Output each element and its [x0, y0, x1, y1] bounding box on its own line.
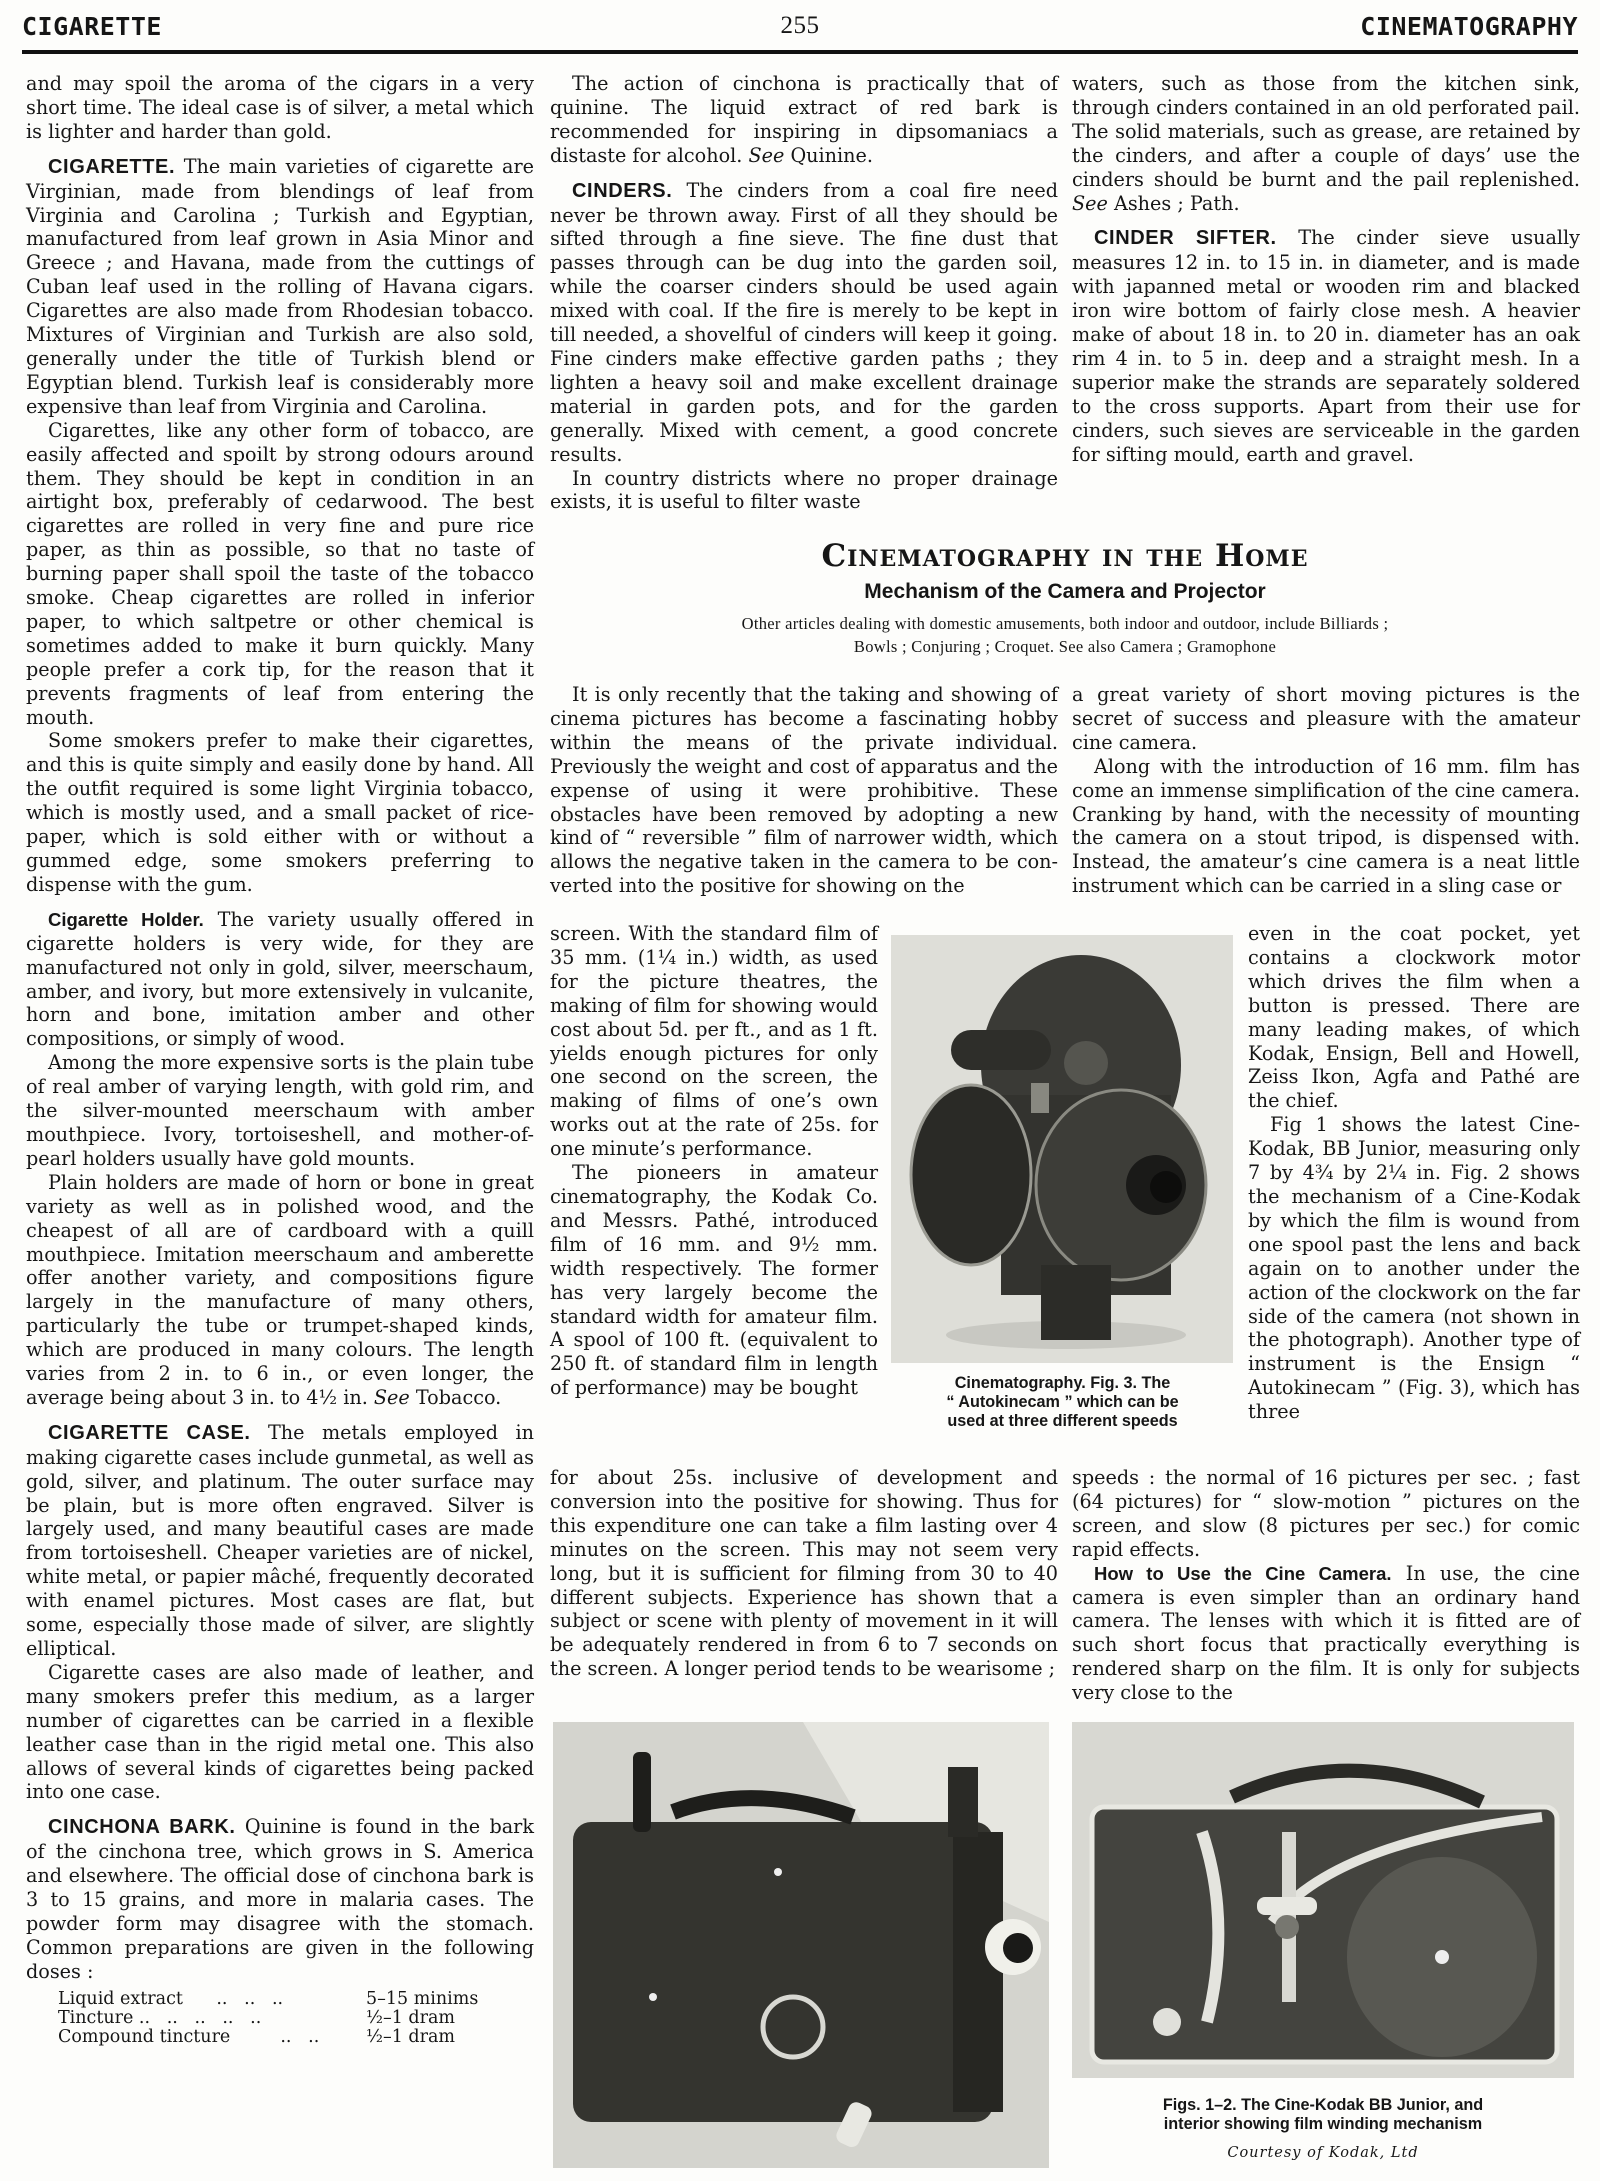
subheading: How to Use the Cine Camera.: [1094, 1562, 1392, 1584]
fig3-caption: Cinematography. Fig. 3. The “ Autokinecam ” which can be used at three different speeds: [946, 1374, 1179, 1430]
headword: CIGARETTE CASE.: [48, 1421, 251, 1444]
cross-reference-see: See: [1072, 191, 1108, 215]
page-number: 255: [780, 12, 820, 39]
headword: CINCHONA BARK.: [48, 1816, 236, 1839]
paragraph: In country districts where no proper drainage exists, it is useful to filter waste: [550, 466, 1058, 514]
cross-reference-link: Quinine.: [784, 143, 873, 167]
fig1-2-caption: Figs. 1–2. The Cine-Kodak BB Junior, and interior showing film winding mechanism: [1162, 2096, 1484, 2133]
paragraph: The pioneers in amateur cinematography, the Kodak Co. and Messrs. Pathé, introduced film of 16 mm. and 9½ mm. width respectively. The former has very largely become the standard width for amateur film. A spool of 100 ft. (equivalent to 250 ft. of standard film in length of performance) may be bought: [550, 1161, 878, 1400]
right-column-top: [1072, 72, 1580, 467]
fig2-interior-mechanism-photo: [1072, 1722, 1574, 2078]
paragraph: Along with the introduction of 16 mm. film has come an immense simplification of the cine camera. Cranking by hand, with the necessity of mounting the camera on a stout tripod, is dispensed with. Instead, the amateur’s cine camera is a neat little instrument which can be carried in a sling case or: [1072, 754, 1580, 898]
headword: CINDER SIFTER.: [1094, 227, 1277, 250]
entry-cigarette-holder: Cigarette Holder. The variety usually offered in cigarette holders is very wide, for they are manufactured not only in gold, silver, meerschaum, amber, and ivory, but more extensively in vulcanite, horn and bone, imitation amber and other compositions, or simply of wood.: [26, 907, 534, 1051]
dose-row: [58, 2028, 534, 2047]
dose-table: [58, 1990, 534, 2047]
dose-preparation: Compound tincture .. ..: [58, 2026, 320, 2047]
dose-amount: ½–1 dram: [366, 2026, 456, 2047]
article-middle-column-bottom: [550, 1466, 1058, 1681]
paragraph: even in the coat pocket, yet contains a clockwork motor which drives the film when a button is pressed. There are many leading makes, of which Kodak, Ensign, Bell and Howell, Zeiss Ikon, Agfa and Pathé are the chief.: [1248, 922, 1580, 1113]
article-right-column-narrow: [1248, 922, 1580, 1424]
dose-row: [58, 1990, 534, 2009]
dose-amount: ½–1 dram: [366, 2007, 456, 2028]
article-related-note: Other articles dealing with domestic amusements, both indoor and outdoor, include Billiards ; Bowls ; Conjuring ; Croquet. See also Camera ; Gramophone: [741, 614, 1389, 656]
article-right-column-bottom: [1072, 1466, 1580, 1705]
dose-row: [58, 2009, 534, 2028]
article-middle-column-narrow: [550, 922, 878, 1400]
article-right-column: [1072, 683, 1580, 898]
middle-column-top: [550, 72, 1058, 514]
fig3-autokinecam-photo: [891, 935, 1233, 1363]
paragraph: Some smokers prefer to make their cigarettes, and this is quite simply and easily done by hand. All the outfit required is some light Virginia tobacco, which is mostly used, and a small packet of rice-paper, which is sold either with or without a gummed edge, some smokers preferring to dispense with the gum.: [26, 729, 534, 896]
paragraph: a great variety of short moving pictures is the secret of success and pleasure with the amateur cine camera.: [1072, 683, 1580, 754]
cross-reference-see: See: [373, 1385, 410, 1409]
entry-cigarette: CIGARETTE. The main varieties of cigarette are Virginian, made from blendings of leaf from Virginia and Carolina ; Turkish and Egyptian, manufactured from leaf grown in Asia Minor and Greece ; and Havana, made from the cuttings of Cuban leaf used in the rolling of Havana cigars. Cigarettes are also made from Rhodesian tobacco. Mixtures of Virginian and Turkish are also sold, generally under the title of Turkish blend or Egyptian blend. Turkish leaf is considerably more expensive than leaf from Virginia and Carolina.: [26, 154, 534, 418]
headword: CIGARETTE.: [48, 155, 176, 178]
article-title: Cinematography in the Home: [821, 538, 1309, 574]
entry-cinders: CINDERS. The cinders from a coal fire need never be thrown away. First of all they should be sifted through a fine sieve. The fine dust that passes through can be dug into the garden soil, while the coarser cinders should be used again mixed with coal. If the fire is merely to be kept in till needed, a shovelful of cinders will keep it going. Fine cinders make effective garden paths ; they lighten a heavy soil and make excellent drainage material in garden pots, and for the garden generally. Mixed with cement, a good concrete results.: [550, 178, 1058, 466]
subheading: Cigarette Holder.: [48, 908, 204, 930]
article-heading: [550, 538, 1580, 658]
paragraph: screen. With the standard film of 35 mm. (1¼ in.) width, as used for the picture theatres, the making of film for showing would cost about 5d. per ft., and as 1 ft. yields enough pictures for only one second on the screen, the making of films of one’s own works out at the rate of 25s. for one minute’s performance.: [550, 922, 878, 1161]
cross-reference-link: Tobacco.: [409, 1385, 502, 1409]
headword: CINDERS.: [572, 179, 673, 202]
paragraph: Plain holders are made of horn or bone in great variety as well as in polished wood, and the cheapest of all are of cardboard with a quill mouthpiece. Imitation meerschaum and amberette offer another variety, and compositions figure largely in the manufacture of many others, particularly the tube or trumpet-shaped kinds, which are produced in many colours. The length varies from 2 in. to 6 in., or even longer, the average being about 3 in. to 4½ in. See Tobacco.: [26, 1170, 534, 1409]
paragraph: It is only recently that the taking and showing of cinema pictures has become a fascinating hobby within the means of the private individual. Previously the weight and cost of apparatus and the expense of using it were prohibitive. These obstacles have been removed by adopting a new kind of “ reversible ” film of narrower width, which allows the negative taken in the camera to be converted into the positive for showing on the: [550, 683, 1058, 898]
paragraph: waters, such as those from the kitchen sink, through cinders contained in an old perforated pail. The solid materials, such as grease, are retained by the cinders, and after a couple of days’ use the cinders should be burnt and the pail replenished. See Ashes ; Path.: [1072, 72, 1580, 215]
article-middle-column: [550, 683, 1058, 898]
dose-preparation: Tincture .. .. .. .. ..: [58, 2007, 262, 2028]
running-head-right: CINEMATOGRAPHY: [1360, 12, 1578, 41]
paragraph: How to Use the Cine Camera. In use, the cine camera is even simpler than an ordinary hand camera. The lenses with which it is fitted are of such short focus that practically everything is rendered sharp on the film. It is only for subjects very close to the: [1072, 1561, 1580, 1705]
camera-icon: [553, 1722, 1049, 2168]
paragraph: Cigarettes, like any other form of tobacco, are easily affected and spoilt by strong odours around them. They should be kept in condition in an airtight box, preferably of cedarwood. The best cigarettes are rolled in very fine and pure rice paper, as thin as possible, so that no taste of burning paper shall spoil the taste of the tobacco smoke. Cheap cigarettes are rolled in inferior paper, to which saltpetre or other chemical is sometimes added to make it burn quickly. Many people prefer a cork tip, for the reason that it prevents fragments of leaf from entering the mouth.: [26, 418, 534, 729]
camera-icon: [891, 935, 1233, 1363]
paragraph: and may spoil the aroma of the cigars in a very short time. The ideal case is of silver, a metal which is lighter and harder than gold.: [26, 72, 534, 143]
paragraph: The action of cinchona is practically that of quinine. The liquid extract of red bark is recommended for inspiring in dipsomaniacs a distaste for alcohol. See Quinine.: [550, 72, 1058, 167]
entry-cigarette-case: CIGARETTE CASE. The metals employed in making cigarette cases include gunmetal, as well as gold, silver, and platinum. The outer surface may be plain, but is more often engraved. Silver is largely used, and many beautiful cases are made from tortoiseshell. Cheaper varieties are of nickel, white metal, or papier mâché, frequently decorated with enamel pictures. Most cases are flat, but some, especially those made of silver, are slightly elliptical.: [26, 1420, 534, 1660]
paragraph: speeds : the normal of 16 pictures per sec. ; fast (64 pictures) for “ slow-motion ” pictures on the screen, and slow (8 pictures per sec.) for comic rapid effects.: [1072, 1466, 1580, 1561]
entry-cinchona-bark: CINCHONA BARK. Quinine is found in the bark of the cinchona tree, which grows in S. America and elsewhere. The official dose of cinchona bark is 3 to 15 grains, and more in malaria cases. The powder form may disagree with the stomach. Common preparations are given in the following doses :: [26, 1815, 534, 1983]
fig1-cine-kodak-photo: [553, 1722, 1049, 2168]
mechanism-icon: [1072, 1722, 1574, 2078]
cross-reference-see: See: [748, 143, 785, 167]
paragraph: for about 25s. inclusive of development and conversion into the positive for showing. Thus for this expenditure one can take a film lasting over 4 minutes on the screen. This may not seem very long, but it is sufficient for filming from 30 to 40 different subjects. Experience has shown that a subject or scene with plenty of movement in it will be adequately rendered in from 6 to 7 seconds on the screen. A longer period tends to be wearisome ;: [550, 1466, 1058, 1681]
running-head-left: CIGARETTE: [22, 12, 162, 41]
photo-credit: Courtesy of Kodak, Ltd: [1227, 2145, 1419, 2161]
entry-cinder-sifter: CINDER SIFTER. The cinder sieve usually measures 12 in. to 15 in. in diameter, and is made with japanned metal or wooden rim and blacked iron wire bottom of fairly close mesh. A heavier make of about 18 in. to 20 in. diameter has an oak rim 4 in. to 5 in. deep and a straight mesh. In a superior make the strands are separately soldered to the cross supports. Apart from their use for cinders, such sieves are serviceable in the garden for sifting mould, earth and gravel.: [1072, 226, 1580, 466]
dose-amount: 5–15 minims: [366, 1988, 479, 2009]
header-rule: [22, 50, 1578, 54]
paragraph: Cigarette cases are also made of leather, and many smokers prefer this medium, as a larger number of cigarettes can be carried in a flexible leather case than in the rigid metal one. This also allows of several kinds of cigarettes being packed into one case.: [26, 1660, 534, 1804]
running-head: [22, 12, 1578, 48]
paragraph: Fig 1 shows the latest Cine-Kodak, BB Junior, measuring only 7 by 4¾ by 2¼ in. Fig. 2 shows the mechanism of a Cine-Kodak by which the film is wound from one spool past the lens and back again on to another under the action of the clockwork on the far side of the camera (not shown in the photograph). Another type of instrument is the Ensign “ Autokinecam ” (Fig. 3), which has three: [1248, 1113, 1580, 1424]
paragraph: Among the more expensive sorts is the plain tube of real amber of varying length, with gold rim, and the silver-mounted meerschaum with amber mouthpiece. Ivory, tortoiseshell, and mother-of-pearl holders usually have gold mounts.: [26, 1051, 534, 1170]
dose-preparation: Liquid extract .. .. ..: [58, 1988, 284, 2009]
article-subtitle: Mechanism of the Camera and Projector: [864, 580, 1266, 603]
cross-reference-link: Ashes ; Path.: [1107, 191, 1240, 215]
left-column: [26, 72, 534, 2047]
